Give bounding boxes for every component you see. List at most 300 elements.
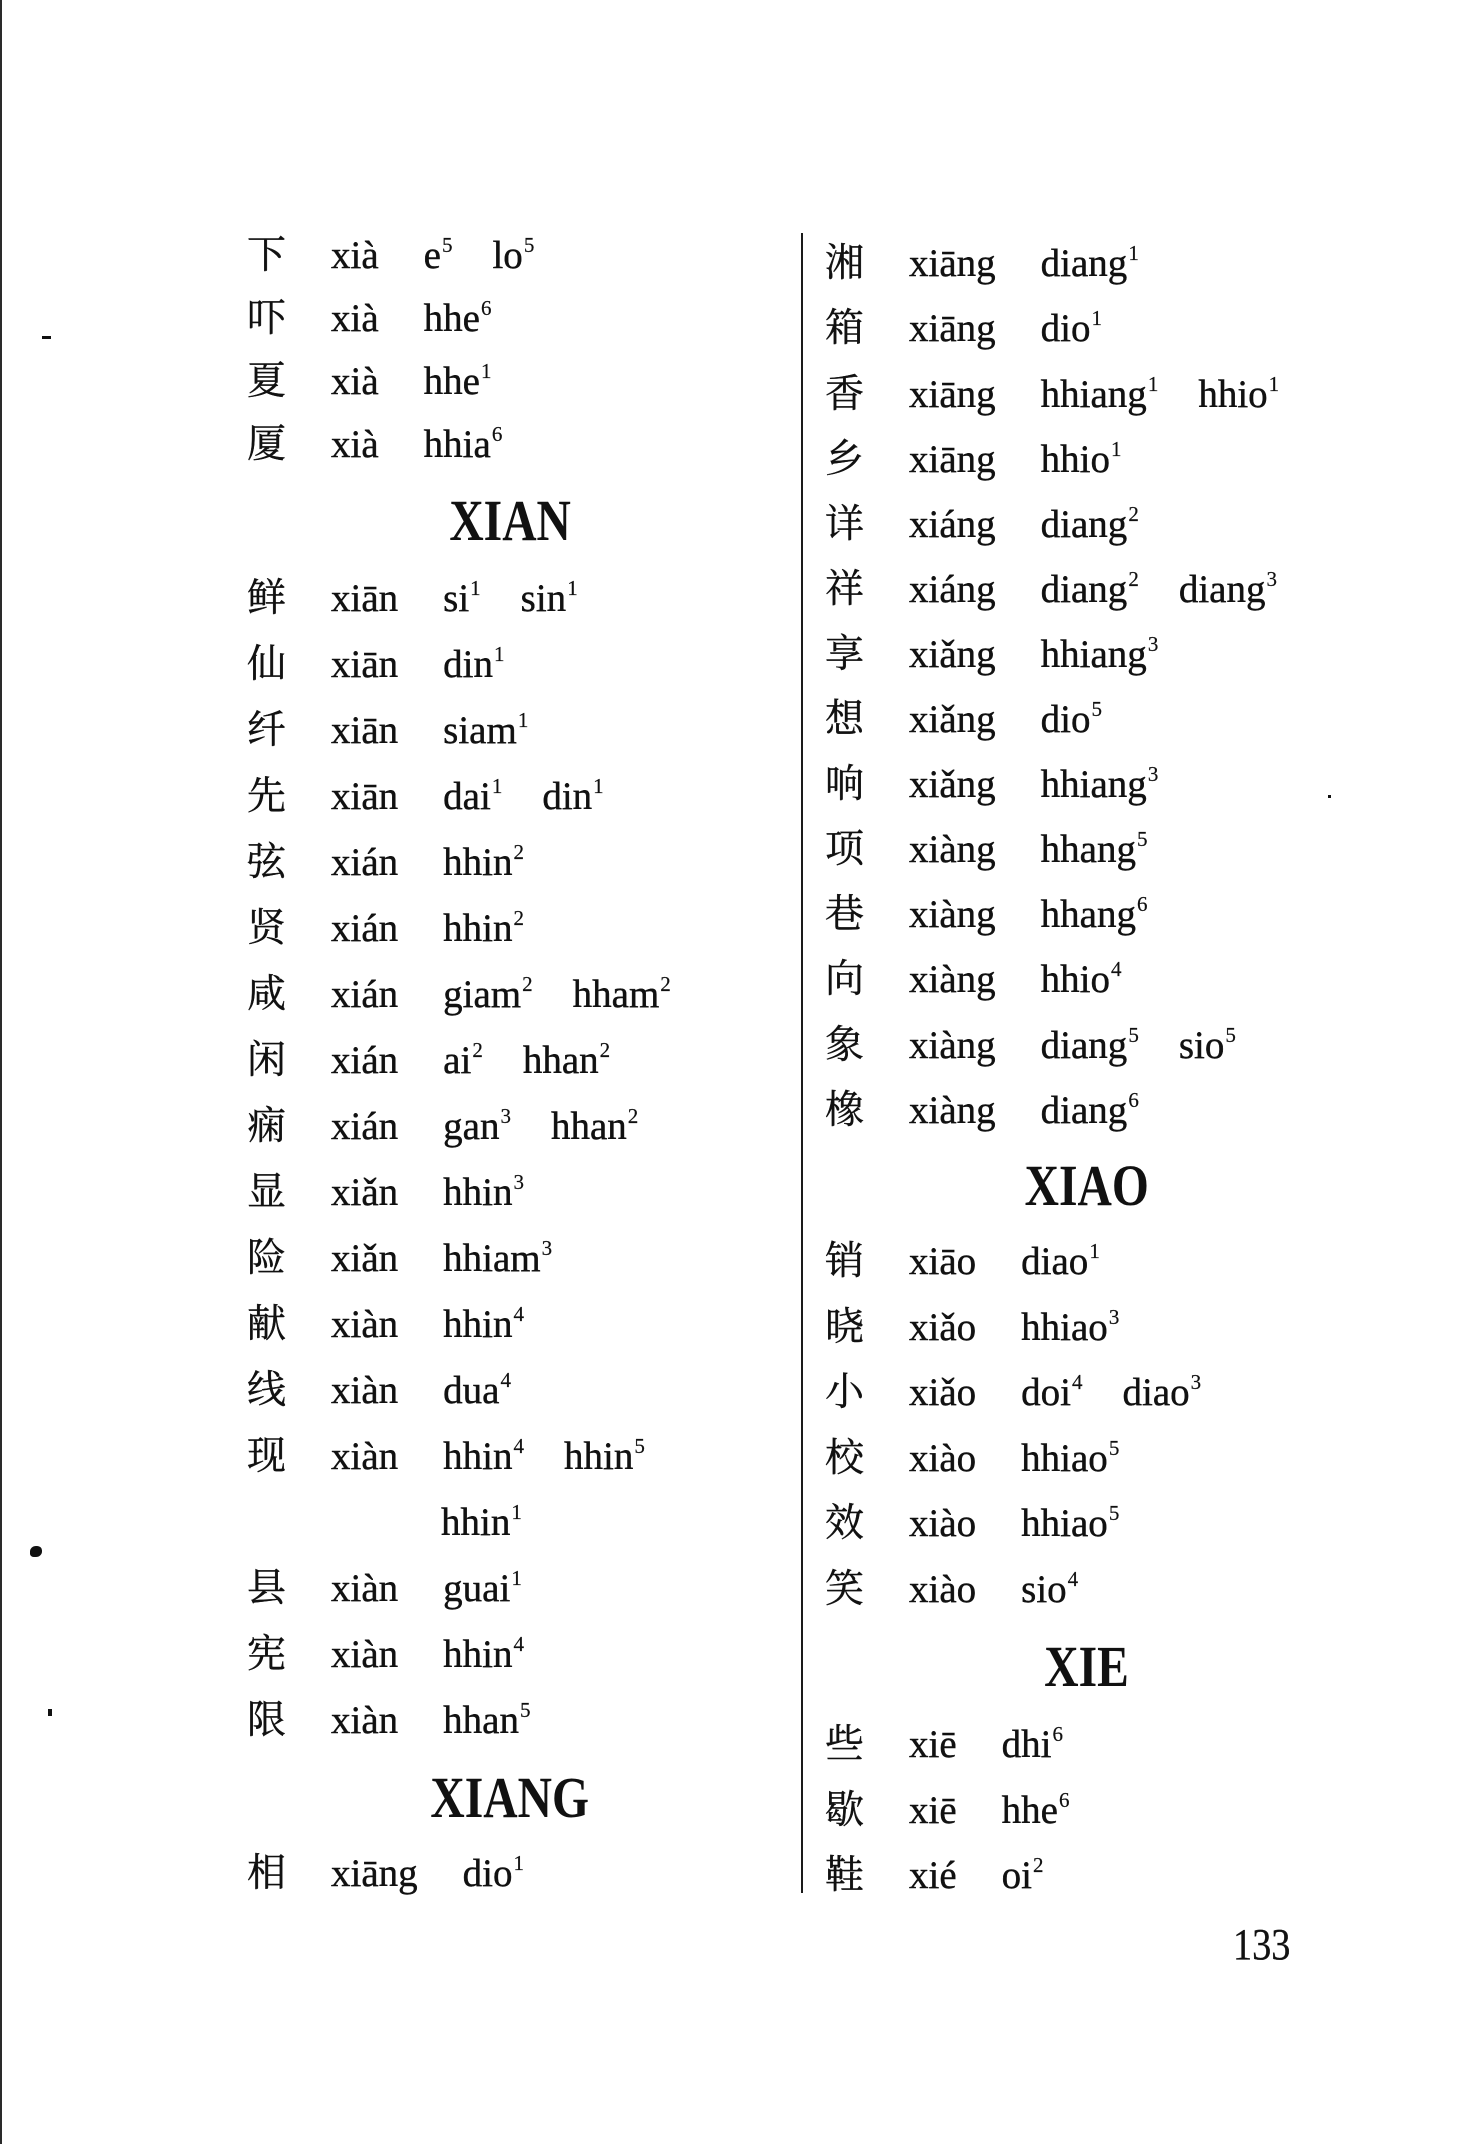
scan-speck [1328,795,1331,798]
hanzi: 咸 [247,972,287,1016]
pinyin: xián [331,1038,399,1082]
heading-text: XIAO [1024,1152,1150,1218]
tone-number: 4 [1072,1370,1083,1395]
dialect-reading [551,1094,638,1160]
dialect-reading [1041,817,1148,882]
dialect-reading [443,1028,483,1094]
tone-number: 1 [491,773,503,798]
tone-number: 5 [441,233,453,258]
entry-row [825,1013,1349,1078]
reading-syllable: hhiang [1040,632,1147,676]
entry-row-continuation [247,1490,773,1556]
hanzi: 下 [247,234,287,278]
reading-syllable: hhiang [1040,372,1147,416]
entry-row [825,427,1349,492]
tone-number: 2 [599,1037,611,1062]
tone-number: 2 [660,971,671,996]
dialect-reading [463,1841,524,1907]
reading-syllable: diang [1040,1088,1128,1132]
pinyin: xià [331,234,379,278]
section-xie [825,1712,1349,1909]
dialect-reading [1021,1491,1119,1557]
pinyin: xiāng [331,1851,418,1895]
dialect-reading [1041,557,1139,622]
dialect-reading [443,566,481,632]
heading-text: XIANG [430,1764,590,1830]
hanzi: 厦 [247,423,287,467]
entry-row [825,1843,1349,1909]
reading-syllable: ai [443,1038,472,1082]
dialect-reading [443,1292,524,1358]
dialect-reading [443,1160,524,1226]
pinyin: xián [331,840,399,884]
entry-row [825,1360,1349,1426]
reading-syllable: hhin [443,840,513,884]
tone-number: 3 [513,1169,524,1194]
entry-row [825,1491,1349,1557]
reading-syllable: hhe [423,360,480,404]
reading-syllable: diao [1021,1240,1089,1284]
dialect-reading [1041,1078,1139,1143]
dialect-reading [443,764,502,830]
tone-number: 1 [1089,1239,1100,1264]
hanzi: 效 [825,1502,865,1546]
dialect-reading [424,413,503,476]
pinyin: xiàng [909,1023,996,1067]
entry-row [825,557,1349,622]
hanzi: 想 [825,698,865,742]
reading-syllable: hhia [423,423,491,467]
reading-syllable: hhang [1040,828,1136,872]
hanzi: 向 [825,958,865,1002]
dialect-reading [1041,492,1139,557]
tone-number: 1 [1091,306,1102,331]
hanzi: 险 [247,1236,287,1280]
right-column [825,231,1349,1908]
section-xia-continued [247,224,773,476]
reading-syllable: hhin [443,1632,513,1676]
pinyin: xiǎo [909,1305,977,1349]
reading-syllable: hhin [564,1434,634,1478]
dialect-reading [443,1556,522,1622]
dialect-reading [564,1424,645,1490]
dialect-reading [1041,752,1159,817]
entry-row [825,1557,1349,1623]
tone-number: 3 [541,1235,553,1260]
section-xian [247,566,773,1754]
entry-row [247,830,773,896]
hanzi: 显 [247,1170,287,1214]
pinyin: xiàn [331,1632,399,1676]
pinyin: xiáng [909,567,996,611]
hanzi: 歇 [825,1788,865,1832]
hanzi: 校 [825,1436,865,1480]
entry-row [825,687,1349,752]
reading-syllable: lo [492,234,523,278]
page-edge-line [0,0,2,2144]
pinyin: xiān [331,642,399,686]
reading-syllable: hhin [441,1500,511,1544]
reading-syllable: e [423,234,441,278]
dialect-reading [443,1226,552,1292]
reading-syllable: hhan [550,1104,627,1148]
reading-syllable: si [443,576,470,620]
section-heading-xiang [247,1754,773,1841]
entry-row [825,882,1349,947]
entry-row [247,1160,773,1226]
reading-syllable: diang [1178,567,1266,611]
entry-row [247,1556,773,1622]
heading-text: XIE [1044,1634,1130,1700]
tone-number: 5 [523,233,535,258]
pinyin: xiáng [909,502,996,546]
dialect-reading [1002,1712,1063,1778]
tone-number: 3 [1147,631,1159,656]
pinyin: xiē [909,1788,957,1832]
reading-syllable: hhin [443,906,513,950]
tone-number: 2 [1128,501,1139,526]
dialect-reading [1123,1360,1202,1426]
pinyin: xiāo [909,1240,977,1284]
tone-number: 1 [511,1565,522,1590]
dialect-reading [443,1688,530,1754]
tone-number: 5 [634,1433,645,1458]
tone-number: 4 [513,1631,524,1656]
dialect-reading [443,1094,511,1160]
pinyin: xiàng [909,1088,996,1132]
entry-row [247,287,773,350]
pinyin: xiǎng [909,763,996,807]
tone-number: 6 [1058,1787,1070,1812]
tone-number: 6 [1128,1087,1139,1112]
tone-number: 5 [519,1697,531,1722]
hanzi: 线 [247,1368,287,1412]
reading-syllable: hhiam [443,1236,541,1280]
pinyin: xiǎng [909,698,996,742]
pinyin: xiāng [909,437,996,481]
entry-row [825,817,1349,882]
hanzi: 贤 [247,906,287,950]
hanzi: 详 [825,502,865,546]
hanzi: 销 [825,1240,865,1284]
dialect-reading [1021,1229,1100,1295]
tone-number: 1 [494,641,505,666]
dialect-reading [1179,557,1277,622]
section-heading-xie [825,1622,1349,1712]
hanzi: 相 [247,1851,287,1895]
dialect-reading [1041,362,1159,427]
reading-syllable: diang [1040,502,1128,546]
section-heading-xiao [825,1143,1349,1230]
pinyin: xiào [909,1436,977,1480]
reading-syllable: giam [443,972,522,1016]
dialect-reading [424,287,492,350]
hanzi: 仙 [247,642,287,686]
reading-syllable: diao [1122,1371,1190,1415]
entry-row [247,1094,773,1160]
hanzi: 箱 [825,307,865,351]
dialect-reading [1041,622,1159,687]
left-column [247,224,773,1906]
pinyin: xiē [909,1723,957,1767]
reading-syllable: hhang [1040,893,1136,937]
hanzi: 弦 [247,840,287,884]
entry-row [247,632,773,698]
tone-number: 5 [1225,1022,1236,1047]
entry-row [247,962,773,1028]
tone-number: 5 [1136,827,1148,852]
tone-number: 3 [1108,1304,1120,1329]
pinyin: xiāng [909,242,996,286]
dialect-reading [1021,1426,1119,1492]
pinyin: xiàng [909,828,996,872]
reading-syllable: hhiao [1021,1305,1108,1349]
tone-number: 4 [500,1367,511,1392]
pinyin: xié [909,1854,957,1898]
hanzi: 响 [825,763,865,807]
hanzi: 献 [247,1302,287,1346]
column-divider [801,233,803,1893]
reading-syllable: dua [443,1368,500,1412]
hanzi: 些 [825,1723,865,1767]
reading-syllable: hhio [1198,372,1268,416]
hanzi: 县 [247,1566,287,1610]
dialect-reading [1041,687,1102,752]
tone-number: 4 [513,1301,524,1326]
tone-number: 6 [1136,892,1148,917]
hanzi: 吓 [247,297,287,341]
tone-number: 1 [513,1850,524,1875]
page-number: 133 [1233,1920,1291,1969]
reading-syllable: dio [1040,698,1091,742]
pinyin: xiàn [331,1368,399,1412]
hanzi: 夏 [247,360,287,404]
section-xiang-continued [825,231,1349,1142]
entry-row [825,622,1349,687]
reading-syllable: oi [1001,1854,1032,1898]
dialect-reading [441,1490,522,1556]
pinyin: xián [331,1104,399,1148]
hanzi: 鲜 [247,576,287,620]
pinyin: xiàn [331,1566,399,1610]
pinyin: xià [331,360,379,404]
hanzi: 巷 [825,893,865,937]
hanzi: 象 [825,1023,865,1067]
dialect-reading [1041,231,1139,296]
entry-row [247,1424,773,1490]
hanzi: 笑 [825,1567,865,1611]
reading-syllable: hhan [522,1038,599,1082]
dialect-reading [443,896,524,962]
tone-number: 2 [1128,566,1139,591]
reading-syllable: dhi [1001,1723,1052,1767]
pinyin: xiàn [331,1698,399,1742]
entry-row [247,764,773,830]
reading-syllable: hhio [1040,958,1110,1002]
entry-row [247,1688,773,1754]
tone-number: 2 [513,839,524,864]
reading-syllable: sio [1178,1023,1225,1067]
hanzi: 香 [825,372,865,416]
hanzi: 享 [825,632,865,676]
entry-row [247,1841,773,1907]
reading-syllable: hhe [1001,1788,1058,1832]
hanzi: 鞋 [825,1854,865,1898]
hanzi: 湘 [825,242,865,286]
heading-text: XIAN [449,488,571,554]
tone-number: 2 [513,905,524,930]
tone-number: 1 [1128,241,1139,266]
reading-syllable: sin [520,576,567,620]
dialect-reading [521,566,578,632]
pinyin: xià [331,297,379,341]
tone-number: 3 [1190,1370,1202,1395]
entry-row [247,1622,773,1688]
dialect-reading [443,830,524,896]
entry-row [825,231,1349,296]
pinyin: xiàng [909,958,996,1002]
dialect-reading [1002,1778,1070,1844]
dialect-reading [1041,427,1122,492]
pinyin: xiào [909,1567,977,1611]
entry-row [825,1229,1349,1295]
scan-speck [42,336,51,339]
tone-number: 1 [517,707,529,732]
pinyin: xiǎng [909,632,996,676]
tone-number: 2 [472,1037,483,1062]
hanzi: 现 [247,1434,287,1478]
tone-number: 1 [480,359,492,384]
reading-syllable: diang [1040,242,1128,286]
dialect-reading [443,1424,524,1490]
entry-row [247,224,773,287]
scan-speck [30,1546,42,1557]
tone-number: 1 [1111,436,1122,461]
dialect-reading [1179,1013,1236,1078]
section-xiao [825,1229,1349,1622]
pinyin: xiàn [331,1302,399,1346]
pinyin: xiǎo [909,1371,977,1415]
dialect-reading [424,350,492,413]
pinyin: xián [331,972,399,1016]
reading-syllable: hhan [443,1698,519,1742]
dialect-reading [573,962,671,1028]
dialect-reading [1041,296,1102,361]
reading-syllable: hhin [443,1302,513,1346]
pinyin: xiào [909,1502,977,1546]
dialect-reading [443,632,504,698]
tone-number: 5 [1091,697,1102,722]
tone-number: 5 [1128,1022,1139,1047]
tone-number: 6 [1052,1722,1063,1747]
dialect-reading [492,224,534,287]
reading-syllable: hhe [423,297,480,341]
reading-syllable: guai [443,1566,511,1610]
hanzi: 痫 [247,1104,287,1148]
dialect-reading [443,962,532,1028]
dialect-reading [1002,1843,1044,1909]
tone-number: 2 [627,1103,639,1128]
reading-syllable: hhin [443,1434,513,1478]
dialect-reading [1041,1013,1139,1078]
reading-syllable: dai [443,774,491,818]
tone-number: 4 [1111,957,1122,982]
dialect-reading [443,698,528,764]
entry-row [825,752,1349,817]
hanzi: 乡 [825,437,865,481]
hanzi: 项 [825,828,865,872]
entry-row [825,1712,1349,1778]
hanzi: 宪 [247,1632,287,1676]
tone-number: 5 [1108,1435,1120,1460]
tone-number: 1 [1147,371,1159,396]
hanzi: 小 [825,1371,865,1415]
entry-row [247,896,773,962]
entry-row [825,492,1349,557]
section-heading-xian [247,476,773,565]
pinyin: xiàng [909,893,996,937]
dialect-reading [523,1028,610,1094]
pinyin: xiǎn [331,1170,399,1214]
entry-row [247,698,773,764]
entry-row [825,1778,1349,1844]
tone-number: 4 [513,1433,524,1458]
tone-number: 6 [491,422,503,447]
tone-number: 6 [480,296,492,321]
scan-speck [48,1709,52,1716]
pinyin: xiàn [331,1434,399,1478]
entry-row [247,566,773,632]
reading-syllable: diang [1040,1023,1128,1067]
reading-syllable: din [542,774,593,818]
pinyin: xiān [331,576,399,620]
reading-syllable: dio [1040,307,1091,351]
pinyin: xiān [331,708,399,752]
tone-number: 2 [522,971,533,996]
reading-syllable: hhin [443,1170,513,1214]
hanzi: 橡 [825,1088,865,1132]
tone-number: 1 [511,1499,522,1524]
dialect-reading [424,224,453,287]
dialect-reading [1198,362,1279,427]
reading-syllable: hhiang [1040,763,1147,807]
tone-number: 4 [1067,1566,1079,1591]
dialect-reading [1041,882,1148,947]
entry-row [825,296,1349,361]
hanzi: 先 [247,774,287,818]
hanzi: 纤 [247,708,287,752]
entry-row [825,1295,1349,1361]
hanzi: 闲 [247,1038,287,1082]
hanzi: 限 [247,1698,287,1742]
reading-syllable: dio [462,1851,513,1895]
entry-row [247,1028,773,1094]
pinyin: xiāng [909,372,996,416]
tone-number: 5 [1108,1501,1120,1526]
tone-number: 3 [500,1103,511,1128]
reading-syllable: siam [443,708,517,752]
reading-syllable: sio [1021,1567,1067,1611]
entry-row [825,1426,1349,1492]
entry-row [247,1358,773,1424]
reading-syllable: hhiao [1021,1502,1108,1546]
entry-row [247,413,773,476]
hanzi: 晓 [825,1305,865,1349]
tone-number: 2 [1033,1853,1044,1878]
hanzi: 祥 [825,567,865,611]
tone-number: 1 [470,575,481,600]
section-xiang [247,1841,773,1907]
